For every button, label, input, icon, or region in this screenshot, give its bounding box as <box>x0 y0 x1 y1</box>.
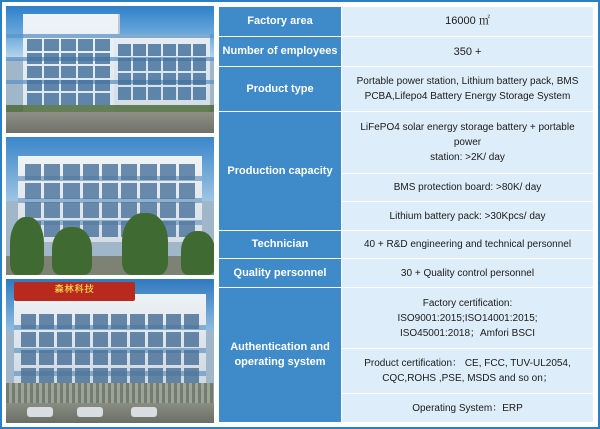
tree <box>181 231 214 275</box>
row-label-factory-area: Factory area <box>219 7 342 37</box>
row-value-operating-system: Operating System：ERP <box>342 394 594 423</box>
table-row <box>219 67 594 112</box>
specification-table <box>218 6 594 423</box>
specification-table-wrap <box>214 6 594 423</box>
table-row <box>219 112 594 173</box>
window-grid <box>25 164 196 236</box>
row-value-production-capacity-2: BMS protection board: >80K/ day <box>342 173 594 202</box>
table-row <box>219 287 594 348</box>
ground <box>6 112 214 132</box>
tree <box>122 213 168 275</box>
factory-photo-2 <box>6 137 214 276</box>
row-value-number-of-employees: 350 + <box>342 37 594 67</box>
window-grid-right <box>118 44 205 100</box>
factory-photo-3 <box>6 279 214 423</box>
row-value-product-certification: Product certification： CE, FCC, TUV-UL2054, CQC,ROHS ,PSE, MSDS and so on； <box>342 349 594 394</box>
table-row <box>219 7 594 37</box>
row-label-product-type: Product type <box>219 67 342 112</box>
row-value-factory-area: 16000 ㎡ <box>342 7 594 37</box>
table-row <box>219 259 594 288</box>
company-signboard-text: 森林科技 <box>54 284 95 295</box>
tree <box>10 217 44 275</box>
window-grid <box>21 314 200 383</box>
window-grid-left <box>27 39 110 105</box>
table-row <box>219 230 594 259</box>
row-label-technician: Technician <box>219 230 342 259</box>
row-label-number-of-employees: Number of employees <box>219 37 342 67</box>
row-label-production-capacity: Production capacity <box>219 112 342 231</box>
row-value-technician: 40 + R&D engineering and technical personnel <box>342 230 594 259</box>
row-value-production-capacity-1: LiFePO4 solar energy storage battery + portable power station: >2K/ day <box>342 112 594 173</box>
factory-photo-1 <box>6 6 214 133</box>
row-label-authentication-and-operating-system: Authentication and operating system <box>219 287 342 422</box>
company-signboard <box>14 282 135 301</box>
fence <box>6 383 214 403</box>
table-row <box>219 37 594 67</box>
tree <box>52 227 92 275</box>
parked-car <box>131 407 157 417</box>
parked-car <box>77 407 103 417</box>
row-value-quality-personnel: 30 + Quality control personnel <box>342 259 594 288</box>
row-label-quality-personnel: Quality personnel <box>219 259 342 288</box>
row-value-factory-certification: Factory certification: ISO9001:2015;ISO14001:2015; ISO45001:2018；Amfori BSCI <box>342 287 594 348</box>
photo-column <box>6 6 214 423</box>
facade-stripe <box>6 34 214 38</box>
parked-car <box>27 407 53 417</box>
row-value-product-type: Portable power station, Lithium battery pack, BMS PCBA,Lifepo4 Battery Energy Storage System <box>342 67 594 112</box>
row-value-production-capacity-3: Lithium battery pack: >30Kpcs/ day <box>342 202 594 231</box>
